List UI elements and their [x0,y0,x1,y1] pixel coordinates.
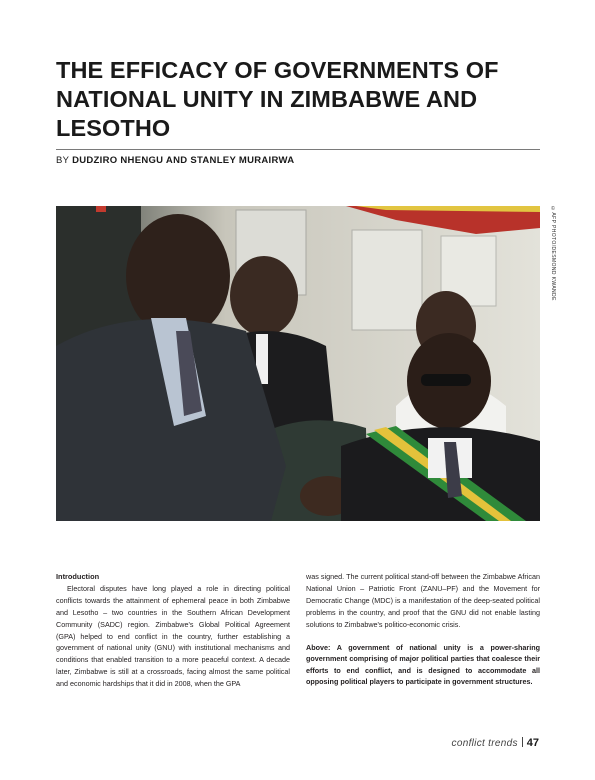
title-divider [56,149,540,150]
footer-divider [522,737,523,747]
body-paragraph: Electoral disputes have long played a role in directing political conflicts towards the attainment of ephemeral peace in both Zimbabwe and Lesotho – two countries in the Southern African Development Community (SADC) region. Zimbabwe's Global Political Agreement (GPA) helped to end conflict in the country, further establishing a government of national unity (GNU) with institutional mechanisms and conditions that enabled transition to a more peaceful context. A decade later, Zimbabwe is still at a crossroads, facing almost the same political and economic hardships that it did in 2008, when the GPA [56,583,290,689]
photo-credit: ©AFP PHOTO/DESMOND KWANDE [550,206,556,301]
page-number: 47 [526,737,539,749]
publication-name: conflict trends [451,738,518,749]
article-title: THE EFFICACY OF GOVERNMENTS OF NATIONAL UNITY IN ZIMBABWE AND LESOTHO [56,57,499,141]
author-names: DUDZIRO NHENGU AND STANLEY MURAIRWA [72,155,295,166]
photo-caption: Above: A government of national unity is a power-sharing government comprising of major political parties that coalesce their efforts to end conflict, and is designed to accommodate all opposing political players to participate in government structures. [306,642,540,687]
article-photo [56,206,540,521]
body-column-right [306,571,540,688]
body-column-left [56,571,290,690]
section-heading: Introduction [56,572,100,581]
body-paragraph-continued: was signed. The current political stand-off between the Zimbabwe African National Union – Patriotic Front (ZANU–PF) and the Movement for Democratic Change (MDC) is a manifestation of the deep-seated political problems in the country, and proof that the GNU did not enable lasting solutions to Zimbabwe's politico-economic crisis. [306,572,540,629]
byline-prefix: BY [56,155,70,166]
byline [56,155,294,166]
page-footer [452,737,539,749]
